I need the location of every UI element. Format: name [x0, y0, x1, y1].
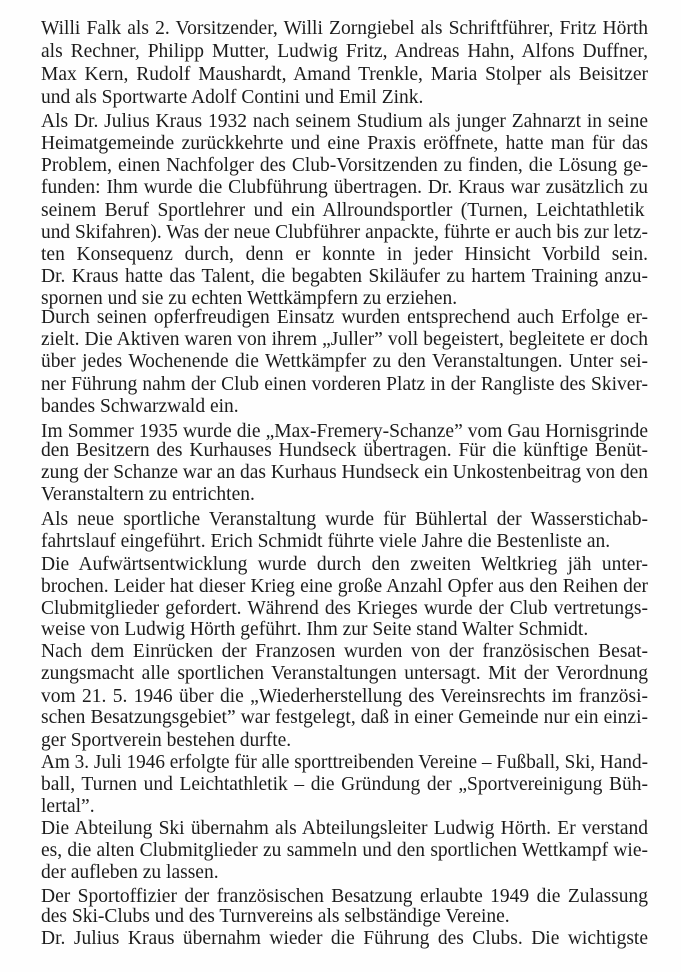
line-text: den Besitzern des Kurhauses Hundseck übertragen. Für die künftige Benüt-	[41, 440, 648, 461]
text-line	[41, 307, 648, 329]
text-line	[41, 796, 648, 818]
text-line	[41, 351, 648, 373]
text-line	[41, 598, 648, 620]
text-line	[41, 928, 648, 950]
text-line	[41, 222, 648, 244]
line-text: über jedes Wochenende die Wettkämpfer zu den Veranstaltungen. Unter sei-	[41, 351, 648, 372]
line-text: als Rechner, Philipp Mutter, Ludwig Fritz, Andreas Hahn, Alfons Duffner,	[41, 41, 648, 62]
line-text: Willi Falk als 2. Vorsitzender, Willi Zorngiebel als Schriftführer, Fritz Hörth	[41, 18, 648, 39]
line-text: spornen und sie zu echten Wettkämpfern zu erziehen.	[41, 288, 458, 309]
line-text: es, die alten Clubmitglieder zu sammeln und den sportlichen Wettkampf wie-	[41, 840, 648, 861]
line-text: brochen. Leider hat dieser Krieg eine große Anzahl Opfer aus den Reihen der	[41, 576, 648, 597]
text-line	[41, 440, 648, 462]
text-line	[41, 619, 648, 641]
line-text: zung der Schanze war an das Kurhaus Hundseck ein Unkostenbeitrag von den	[41, 462, 648, 483]
line-text: Heimatgemeinde zurückkehrte und eine Praxis eröffnete, hatte man für das	[41, 133, 648, 154]
text-line	[41, 663, 648, 685]
text-line	[41, 707, 648, 729]
text-line	[41, 818, 648, 840]
line-text: ten Konsequenz durch, denn er konnte in jeder Hinsicht Vorbild sein.	[41, 244, 648, 265]
text-line	[41, 200, 648, 222]
text-line	[41, 64, 648, 86]
line-text: fahrtslauf eingeführt. Erich Schmidt führte viele Jahre die Bestenliste an.	[41, 531, 611, 552]
line-text: ger Sportverein bestehen durfte.	[41, 730, 292, 751]
line-text: lertal”.	[41, 796, 95, 817]
line-text: bandes Schwarzwald ein.	[41, 396, 239, 417]
text-line	[41, 462, 648, 484]
line-text: funden: Ihm wurde die Clubführung übertragen. Dr. Kraus war zusätzlich zu	[41, 177, 648, 198]
text-line	[41, 840, 648, 862]
text-line	[41, 244, 648, 266]
text-line	[41, 329, 648, 351]
line-text: Dr. Kraus hatte das Talent, die begabten Skiläufer zu hartem Training anzu-	[41, 266, 648, 287]
text-line	[41, 177, 648, 199]
text-line	[41, 554, 648, 576]
line-text: Veranstaltern zu entrichten.	[41, 484, 255, 505]
text-line	[41, 41, 648, 63]
line-text: weise von Ludwig Hörth geführt. Ihm zur Seite stand Walter Schmidt.	[41, 619, 589, 640]
line-text: Dr. Julius Kraus übernahm wieder die Führung des Clubs. Die wichtigste	[41, 928, 648, 949]
line-text: ner Führung nahm der Club einen vorderen Platz in der Rangliste des Skiver-	[41, 374, 648, 395]
text-line	[41, 133, 648, 155]
text-line	[41, 774, 648, 796]
line-text: zielt. Die Aktiven waren von ihrem „Juller” voll begeistert, begleitete er doch	[41, 329, 648, 350]
line-text: Max Kern, Rudolf Maushardt, Amand Trenkle, Maria Stolper als Beisitzer	[41, 64, 648, 85]
text-line	[41, 906, 648, 928]
line-text: schen Besatzungsgebiet” war festgelegt, daß in einer Gemeinde nur ein einzi-	[41, 707, 648, 728]
line-text: Nach dem Einrücken der Franzosen wurden von der französischen Besat-	[41, 641, 648, 662]
line-text: Im Sommer 1935 wurde die „Max-Fremery-Schanze” vom Gau Hornisgrinde	[41, 421, 648, 442]
text-line	[41, 111, 648, 133]
text-line	[41, 18, 648, 40]
line-text: der aufleben zu lassen.	[41, 862, 219, 883]
line-text: Der Sportoffizier der französischen Besatzung erlaubte 1949 die Zulassung	[41, 886, 648, 907]
text-line	[41, 396, 648, 418]
text-line	[41, 155, 648, 177]
text-line	[41, 509, 648, 531]
text-line	[41, 374, 648, 396]
text-line	[41, 266, 648, 288]
line-text: Als neue sportliche Veranstaltung wurde für Bühlertal der Wasserstichab-	[41, 509, 648, 530]
text-line	[41, 886, 648, 908]
line-text: und als Sportwarte Adolf Contini und Emil Zink.	[41, 87, 424, 108]
text-line	[41, 641, 648, 663]
line-text: Am 3. Juli 1946 erfolgte für alle sporttreibenden Vereine – Fußball, Ski, Hand-	[41, 752, 648, 773]
line-text: zungsmacht alle sportlichen Veranstaltungen untersagt. Mit der Verordnung	[41, 663, 648, 684]
text-line	[41, 531, 648, 553]
text-line	[41, 730, 648, 752]
line-text: Durch seinen opferfreudigen Einsatz wurden entsprechend auch Erfolge er-	[41, 307, 648, 328]
text-line	[41, 484, 648, 506]
line-text: vom 21. 5. 1946 über die „Wiederherstellung des Vereinsrechts im französi-	[41, 686, 648, 707]
line-text: Die Aufwärtsentwicklung wurde durch den zweiten Weltkrieg jäh unter-	[41, 554, 648, 575]
line-text: ball, Turnen und Leichtathletik – die Gründung der „Sportvereinigung Büh-	[41, 774, 648, 795]
text-line	[41, 752, 648, 774]
line-text: des Ski-Clubs und des Turnvereins als selbständige Vereine.	[41, 906, 510, 927]
line-text: Die Abteilung Ski übernahm als Abteilungsleiter Ludwig Hörth. Er verstand	[41, 818, 648, 839]
text-line	[41, 576, 648, 598]
text-line	[41, 862, 648, 884]
text-line	[41, 87, 648, 109]
line-text: seinem Beruf Sportlehrer und ein Allroundsportler (Turnen, Leichtathletik	[41, 200, 645, 221]
line-text: und Skifahren). Was der neue Clubführer anpackte, führte er auch bis zur letz-	[41, 222, 648, 243]
line-text: Clubmitglieder gefordert. Während des Krieges wurde der Club vertretungs-	[41, 598, 648, 619]
line-text: Als Dr. Julius Kraus 1932 nach seinem Studium als junger Zahnarzt in seine	[41, 111, 648, 132]
line-text: Problem, einen Nachfolger des Club-Vorsitzenden zu finden, die Lösung ge-	[41, 155, 648, 176]
text-line	[41, 686, 648, 708]
